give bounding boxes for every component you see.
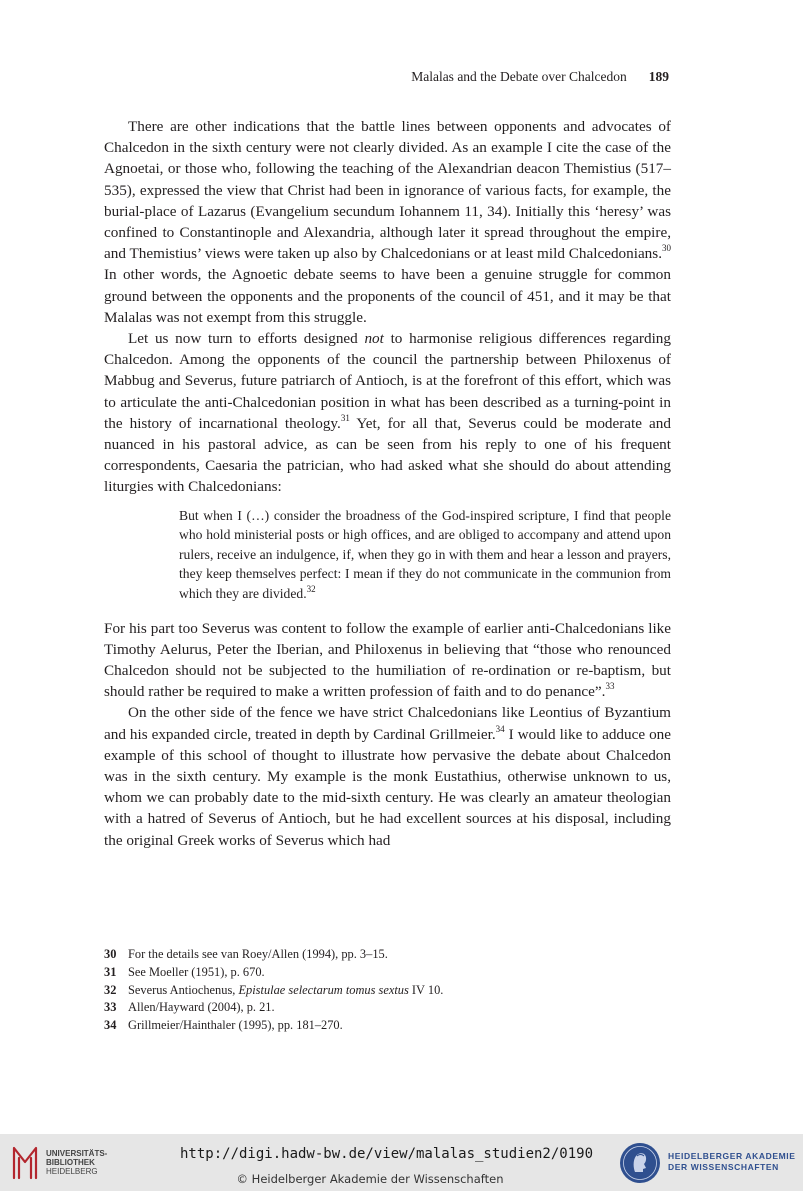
footnote-ref-31[interactable]: 31 [340, 412, 350, 423]
footnote [104, 1017, 671, 1035]
academy-line: HEIDELBERGER AKADEMIE [668, 1151, 796, 1161]
footnote [104, 982, 671, 1000]
footnote-ref-33[interactable]: 33 [605, 681, 615, 692]
footnote-text-part: Severus Antiochenus, [128, 982, 239, 997]
quote-text: But when I (…) consider the broadness of the God-inspired scripture, I find that people who hold ministerial posts or high offices, and are obliged to accompany and attend upon rulers, receive an indulgence, if, when they go in with them and hear a lesson and prayers, they keep themselves perfect: I mean if they do not communicate in the communion from which they are divided. [179, 507, 671, 602]
paragraph-eustathius [104, 702, 671, 850]
paragraph-text: There are other indications that the battle lines between opponents and advocates of Chalcedon in the sixth century were not clearly divided. As an example I cite the case of the Agnoetai, or those who, following the teaching of the Alexandrian deacon Themistius (517–535), expressed the view that Christ had been in ignorance of various facts, for example, the burial-place of Lazarus (Evangelium secundum Iohannem 11, 34). Initially this ‘heresy’ was confined to Constantinople and Alexandria, although later it spread throughout the empire, and Themistius’ views were taken up also by Chalcedonians or at least mild Chalcedonians. [104, 118, 671, 263]
footnote [104, 946, 671, 964]
footnote [104, 999, 671, 1017]
footnote-number: 34 [104, 1018, 117, 1033]
university-library-logo-icon[interactable] [10, 1142, 40, 1182]
footnote-text: For the details see van Roey/Allen (1994), pp. 3–15. [128, 947, 388, 961]
footnote-text: See Moeller (1951), p. 670. [128, 964, 265, 979]
footnotes [104, 946, 671, 1035]
emphasis-not: not [364, 330, 384, 348]
viewer-footer [0, 1134, 803, 1191]
paragraph-text: to harmonise religious differences regarding Chalcedon. Among the opponents of the council the partnership between Philoxenus of Mabbug and Severus, future patriarch of Antioch, is at the forefront of this effort, which was to articulate the anti-Chalcedonian position in what has been described as a turning-point in the history of incarnational theology. [104, 330, 671, 432]
running-title: Malalas and the Debate over Chalcedon [411, 69, 627, 84]
footnote-text [128, 982, 443, 1000]
paragraph-text: Yet, for all that, Severus could be moderate and nuanced in his pastoral advice, as can be seen from his reply to one of his frequent correspondents, Caesaria the patrician, who had asked what she should do about attending liturgies with Chalcedonians: [104, 414, 671, 496]
paragraph-text: For his part too Severus was content to follow the example of earlier anti-Chalcedonians like Timothy Aelurus, Peter the Iberian, and Philoxenus in believing that “those who renounced Chalcedon should not be subjected to the humiliation of re-ordination or re-baptism, but should rather be required to make a written profession of faith and to do penance”. [104, 619, 671, 701]
footnote-title: Epistulae selectarum tomus sextus [238, 982, 409, 997]
ub-line: UNIVERSITÄTS- [46, 1149, 108, 1158]
academy-seal-icon[interactable] [619, 1142, 661, 1184]
paragraph-agnoetai [104, 116, 671, 328]
paragraph-penance [104, 618, 671, 703]
ub-line: HEIDELBERG [46, 1167, 98, 1176]
paragraph-text: I would like to adduce one example of this school of thought to illustrate how pervasive the debate about Chalcedon was in the sixth century. My example is the monk Eustathius, otherwise unknown to us, whom we can probably date to the mid-sixth century. He was clearly an amateur theologian with a hatred of Severus of Antioch, but he had excellent sources at his disposal, including the original Greek works of Severus which had [104, 725, 671, 849]
footnote-number: 32 [104, 982, 117, 997]
footnote-ref-32[interactable]: 32 [306, 584, 316, 595]
footnote-text: Grillmeier/Hainthaler (1995), pp. 181–270. [128, 1018, 343, 1033]
permalink-url[interactable]: http://digi.hadw-bw.de/view/malalas_studien2/0190 [180, 1146, 594, 1162]
ub-line: BIBLIOTHEK [46, 1158, 95, 1167]
page-number: 189 [648, 69, 669, 84]
footnote-ref-30[interactable]: 30 [662, 243, 671, 254]
paragraph-text: In other words, the Agnoetic debate seems to have been a genuine struggle for common ground between the opponents and the proponents of the council of 451, and it may be that Malalas was not exempt from this struggle. [104, 266, 671, 326]
academy-line: DER WISSENSCHAFTEN [668, 1162, 779, 1172]
university-library-name [46, 1149, 107, 1176]
footnote [104, 964, 671, 982]
copyright-notice: © Heidelberger Akademie der Wissenschaften [236, 1172, 504, 1186]
paragraph-text: On the other side of the fence we have strict Chalcedonians like Leontius of Byzantium and his expanded circle, treated in depth by Cardinal Grillmeier. [104, 704, 671, 743]
footnote-text-part: IV 10. [408, 982, 444, 997]
block-quote [179, 506, 671, 604]
footnote-ref-34[interactable]: 34 [495, 723, 505, 734]
footnote-number: 33 [104, 1000, 117, 1015]
footnote-text: Allen/Hayward (2004), p. 21. [128, 1000, 275, 1015]
footnote-number: 31 [104, 964, 117, 979]
paragraph-text: Let us now turn to efforts designed [128, 330, 365, 348]
main-text [104, 116, 671, 851]
running-head [300, 69, 669, 85]
academy-name [668, 1151, 796, 1173]
paragraph-severus [104, 328, 671, 498]
footnote-number: 30 [104, 947, 117, 961]
